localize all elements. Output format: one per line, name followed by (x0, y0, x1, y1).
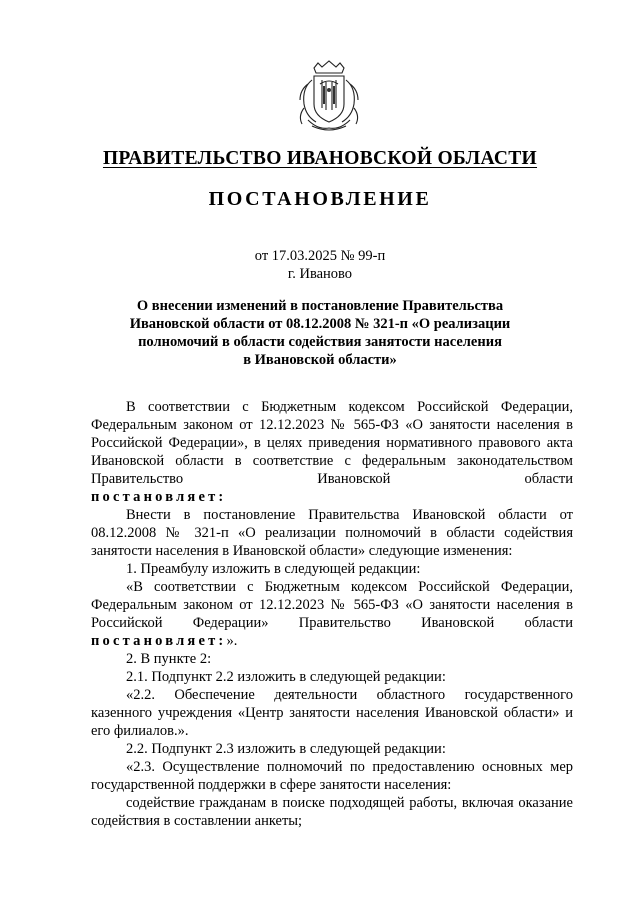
document-title (80, 297, 560, 369)
paragraph: «2.3. Осуществление полномочий по предоставлению основных мер государственной поддержки в сфере занятости населения: (91, 759, 573, 793)
decree-word: постановляет: (91, 489, 227, 505)
paragraph: 2. В пункте 2: (126, 651, 212, 667)
paragraph: «В соответствии с Бюджетным кодексом Российской Федерации, Федеральным законом от 12.12.2023 № 565-ФЗ «О занятости населения в Российской Федерации» Правительство Ивановской области (91, 579, 573, 631)
city: г. Иваново (287, 266, 353, 282)
paragraph: содействие гражданам в поиске подходящей работы, включая оказание содействия в составлении анкеты; (91, 795, 573, 829)
title-line: в Ивановской области» (243, 352, 397, 368)
paragraph: 2.2. Подпункт 2.3 изложить в следующей редакции: (126, 741, 446, 757)
paragraph: 2.1. Подпункт 2.2 изложить в следующей редакции: (126, 669, 446, 685)
title-line: полномочий в области содействия занятости населения (138, 334, 502, 350)
decree-word: постановляет: (91, 633, 227, 649)
paragraph-decree-word (91, 488, 573, 506)
document-meta (0, 247, 640, 283)
paragraph: В соответствии с Бюджетным кодексом Российской Федерации, Федеральным законом от 12.12.2023 № 565-ФЗ «О занятости населения в Российской Федерации», в целях приведения нормативного правового акта Ивановской области в соответствие с федеральным законодательством Правительство Ивановской области (91, 399, 573, 487)
title-line: О внесении изменений в постановление Правительства (136, 298, 504, 314)
organization-name: ПРАВИТЕЛЬСТВО ИВАНОВСКОЙ ОБЛАСТИ (102, 148, 538, 169)
paragraph: Внести в постановление Правительства Ивановской области от 08.12.2008 № 321-п «О реализации полномочий в области содействия занятости населения в Ивановской области» следующие изменения: (91, 507, 573, 559)
document-body (91, 398, 573, 830)
document-type: ПОСТАНОВЛЕНИЕ (208, 188, 432, 210)
quote-close: ». (226, 633, 238, 649)
ivanovo-coat-of-arms-icon (292, 60, 366, 134)
date-number: от 17.03.2025 № 99-п (254, 248, 386, 264)
paragraph: «2.2. Обеспечение деятельности областного государственного казенного учреждения «Центр занятости населения Ивановской области» и его филиалов.». (91, 687, 573, 739)
paragraph-decree-word (91, 632, 573, 650)
paragraph: 1. Преамбулу изложить в следующей редакции: (126, 561, 421, 577)
title-line: Ивановской области от 08.12.2008 № 321-п «О реализации (129, 316, 511, 332)
